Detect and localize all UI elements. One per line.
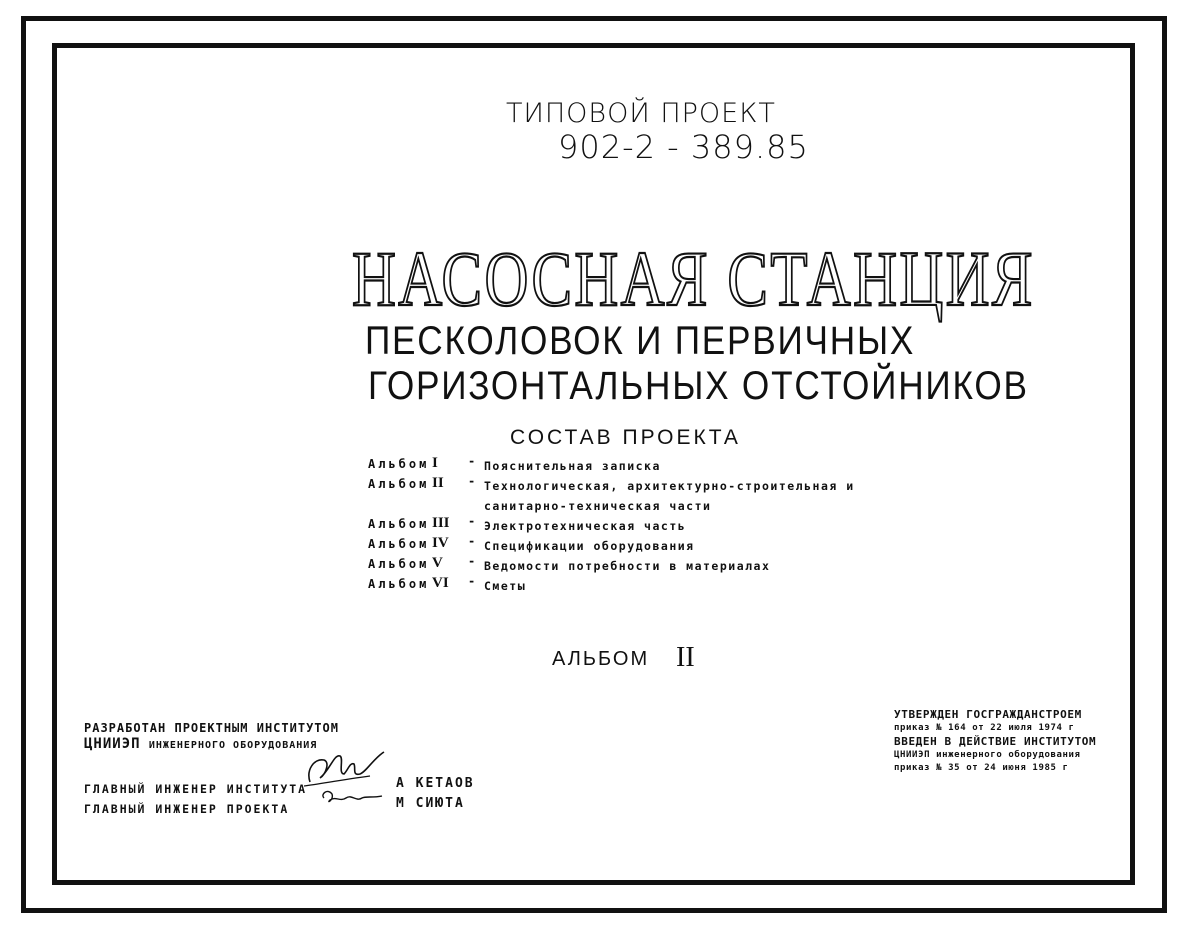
album-numeral: III <box>432 515 450 531</box>
current-album-numeral: II <box>676 642 695 673</box>
album-word: Альбом <box>368 477 430 491</box>
album-description: Сметы <box>484 579 527 593</box>
album-dash: - <box>468 454 476 468</box>
composition-heading: СОСТАВ ПРОЕКТА <box>510 426 741 449</box>
staff-role-1: ГЛАВНЫЙ ИНЖЕНЕР ИНСТИТУТА <box>84 782 308 796</box>
approval-line-2: приказ № 164 от 22 июля 1974 г <box>894 722 1075 733</box>
album-dash: - <box>468 534 476 548</box>
album-numeral: II <box>432 475 444 491</box>
approval-line-3: ВВЕДЕН В ДЕЙСТВИЕ ИНСТИТУТОМ <box>894 735 1097 748</box>
album-dash: - <box>468 514 476 528</box>
album-word: Альбом <box>368 457 430 471</box>
staff-name-1: А КЕТАОВ <box>396 776 475 791</box>
album-word: Альбом <box>368 577 430 591</box>
album-dash: - <box>468 474 476 488</box>
developer-org-rest: ИНЖЕНЕРНОГО ОБОРУДОВАНИЯ <box>148 740 318 751</box>
project-type-label: ТИПОВОЙ ПРОЕКТ <box>506 98 776 129</box>
subtitle-line-2: ГОРИЗОНТАЛЬНЫХ ОТСТОЙНИКОВ <box>368 364 1029 408</box>
album-word: Альбом <box>368 517 430 531</box>
album-word: Альбом <box>368 537 430 551</box>
staff-role-2: ГЛАВНЫЙ ИНЖЕНЕР ПРОЕКТА <box>84 802 290 816</box>
album-numeral: VI <box>432 575 449 591</box>
album-dash: - <box>468 574 476 588</box>
album-dash: - <box>468 554 476 568</box>
album-word: Альбом <box>368 557 430 571</box>
album-numeral: I <box>432 455 438 471</box>
staff-name-2: М СИЮТА <box>396 796 465 811</box>
album-numeral: V <box>432 555 443 571</box>
signature-graphic <box>300 740 390 820</box>
main-title: НАСОСНАЯ СТАНЦИЯ <box>352 235 1035 322</box>
approval-line-5: приказ № 35 от 24 июня 1985 г <box>894 763 1069 773</box>
approval-line-4: ЦНИИЭП инженерного оборудования <box>894 749 1081 760</box>
album-description: Спецификации оборудования <box>484 539 695 553</box>
album-description <box>484 476 855 516</box>
subtitle-line-1: ПЕСКОЛОВОК И ПЕРВИЧНЫХ <box>365 319 916 363</box>
album-numeral: IV <box>432 535 449 551</box>
album-description: Электротехническая часть <box>484 519 687 533</box>
project-number: 902-2 - 389.85 <box>558 128 809 166</box>
approval-line-1: УТВЕРЖДЕН ГОСГРАЖДАНСТРОЕМ <box>894 708 1082 721</box>
current-album-label: АЛЬБОМ <box>552 648 650 670</box>
album-description-line-1: Технологическая, архитектурно-строительная и <box>484 479 855 493</box>
approval-block <box>894 708 1096 776</box>
album-description: Ведомости потребности в материалах <box>484 559 771 573</box>
album-description: Пояснительная записка <box>484 459 661 473</box>
album-description-line-2: санитарно-техническая части <box>484 499 712 513</box>
developer-line-1: РАЗРАБОТАН ПРОЕКТНЫМ ИНСТИТУТОМ <box>84 721 339 735</box>
developer-org: ЦНИИЭП <box>84 736 141 752</box>
